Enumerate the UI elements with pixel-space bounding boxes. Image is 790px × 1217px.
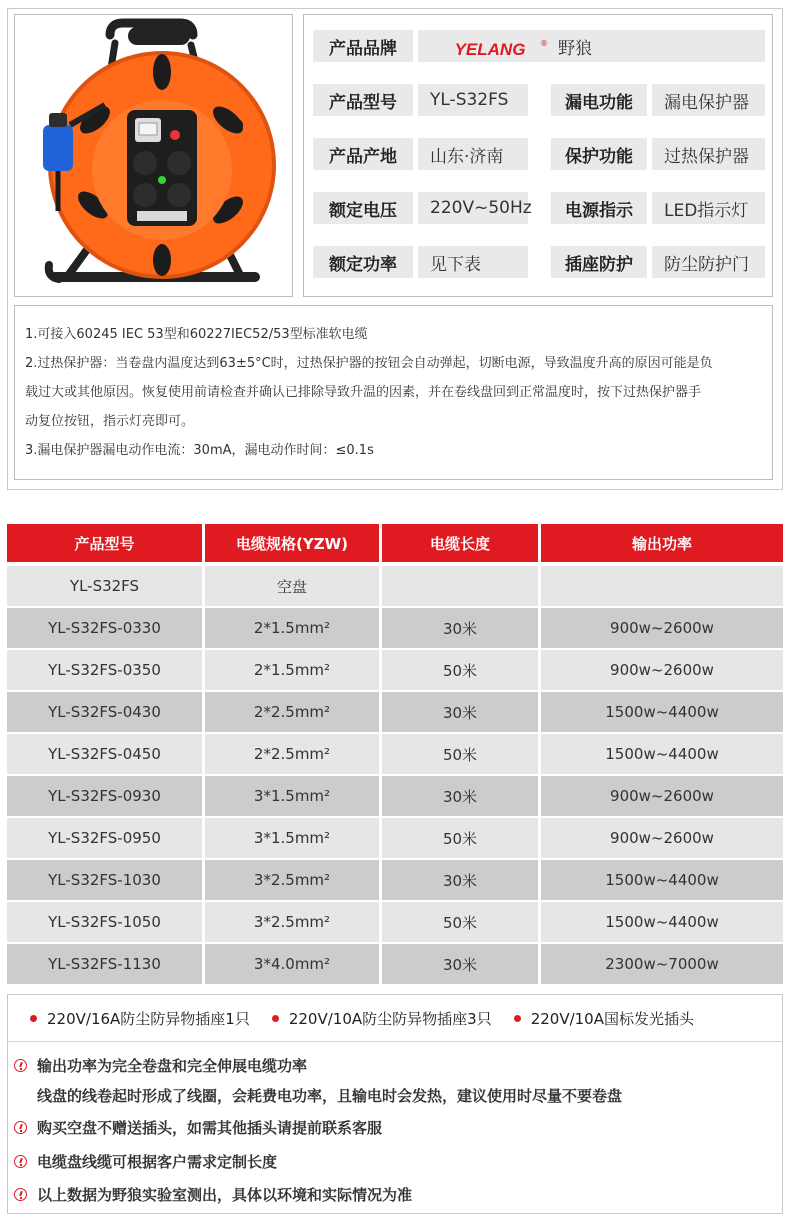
cell-cable-spec: 2*1.5mm² xyxy=(205,650,379,690)
cell-cable-spec: 3*1.5mm² xyxy=(205,776,379,816)
cell-output-power: 1500w~4400w xyxy=(541,902,783,942)
socket-value: 防尘防护门 xyxy=(652,246,765,278)
cable-reel-illustration xyxy=(15,15,294,298)
header-cable-spec: 电缆规格(YZW) xyxy=(205,524,379,562)
table-row xyxy=(7,566,783,606)
notice-item xyxy=(14,1117,382,1138)
table-row xyxy=(7,944,783,984)
cell-model: YL-S32FS-1050 xyxy=(7,902,202,942)
notice-text: 购买空盘不赠送插头，如需其他插头请提前联系客服 xyxy=(37,1119,383,1137)
accessory-text: 220V/16A防尘防异物插座1只 xyxy=(47,1010,250,1028)
yelang-logo xyxy=(440,38,548,60)
cell-cable-spec: 3*1.5mm² xyxy=(205,818,379,858)
cell-cable-spec: 空盘 xyxy=(205,566,379,606)
cell-output-power: 1500w~4400w xyxy=(541,860,783,900)
table-row xyxy=(7,734,783,774)
svg-text:YELANG: YELANG xyxy=(454,40,526,59)
note-line: 动复位按钮，指示灯亮即可。 xyxy=(25,414,195,429)
list-item xyxy=(514,1008,694,1029)
cell-cable-spec: 3*2.5mm² xyxy=(205,902,379,942)
cell-model: YL-S32FS-0430 xyxy=(7,692,202,732)
cell-cable-spec: 2*2.5mm² xyxy=(205,734,379,774)
leakage-value: 漏电保护器 xyxy=(652,84,765,116)
cell-model: YL-S32FS-0930 xyxy=(7,776,202,816)
header-output-power: 输出功率 xyxy=(541,524,783,562)
table-row xyxy=(7,692,783,732)
origin-label: 产品产地 xyxy=(313,138,413,170)
product-photo-box xyxy=(14,14,293,297)
accessory-text: 220V/10A国标发光插头 xyxy=(530,1010,694,1028)
indicator-label: 电源指示 xyxy=(551,192,647,224)
notice-item xyxy=(14,1151,277,1172)
cell-model: YL-S32FS-0450 xyxy=(7,734,202,774)
cell-cable-length: 50米 xyxy=(382,734,538,774)
protect-value: 过热保护器 xyxy=(652,138,765,170)
list-item xyxy=(272,1008,492,1029)
warning-icon xyxy=(14,1188,27,1201)
cell-cable-length: 30米 xyxy=(382,692,538,732)
table-row xyxy=(7,902,783,942)
header-model: 产品型号 xyxy=(7,524,202,562)
warning-icon xyxy=(14,1059,27,1072)
cell-output-power: 900w~2600w xyxy=(541,608,783,648)
notes-box xyxy=(14,305,773,480)
note-line: 2.过热保护器：当卷盘内温度达到63±5°C时，过热保护器的按钮会自动弹起，切断电源，导致温度升高的原因可能是负 xyxy=(25,356,713,371)
notice-text: 输出功率为完全卷盘和完全伸展电缆功率 xyxy=(37,1057,308,1075)
header-cable-length: 电缆长度 xyxy=(382,524,538,562)
power-label: 额定功率 xyxy=(313,246,413,278)
notice-item xyxy=(14,1184,412,1205)
divider xyxy=(7,1041,783,1042)
cell-cable-length: 30米 xyxy=(382,608,538,648)
accessory-list xyxy=(30,1008,716,1029)
cell-output-power: 900w~2600w xyxy=(541,650,783,690)
cell-output-power: 2300w~7000w xyxy=(541,944,783,984)
voltage-label: 额定电压 xyxy=(313,192,413,224)
accessory-text: 220V/10A防尘防异物插座3只 xyxy=(288,1010,492,1028)
cell-model: YL-S32FS-0950 xyxy=(7,818,202,858)
cell-cable-spec: 3*2.5mm² xyxy=(205,860,379,900)
svg-text:®: ® xyxy=(540,39,548,48)
model-label: 产品型号 xyxy=(313,84,413,116)
cell-model: YL-S32FS-1130 xyxy=(7,944,202,984)
cell-cable-spec: 2*2.5mm² xyxy=(205,692,379,732)
protect-label: 保护功能 xyxy=(551,138,647,170)
warning-icon xyxy=(14,1155,27,1168)
cell-model: YL-S32FS-1030 xyxy=(7,860,202,900)
cell-cable-length xyxy=(382,566,538,606)
model-value: YL-S32FS xyxy=(418,84,528,116)
cell-output-power: 900w~2600w xyxy=(541,818,783,858)
bullet-dot-icon xyxy=(272,1015,279,1022)
cell-output-power xyxy=(541,566,783,606)
warning-icon xyxy=(14,1121,27,1134)
note-line: 载过大或其他原因。恢复使用前请检查并确认已排除导致升温的因素，并在卷线盘回到正常温度时，按下过热保护器手 xyxy=(25,385,702,400)
voltage-value: 220V~50Hz xyxy=(418,192,528,224)
brand-label: 产品品牌 xyxy=(313,30,413,62)
table-row xyxy=(7,650,783,690)
cell-cable-spec: 2*1.5mm² xyxy=(205,608,379,648)
cell-cable-length: 30米 xyxy=(382,776,538,816)
table-row xyxy=(7,608,783,648)
cell-cable-length: 50米 xyxy=(382,902,538,942)
cell-output-power: 1500w~4400w xyxy=(541,692,783,732)
power-value: 见下表 xyxy=(418,246,528,278)
notice-text: 以上数据为野狼实验室测出，具体以环境和实际情况为准 xyxy=(37,1186,413,1204)
cell-model: YL-S32FS-0330 xyxy=(7,608,202,648)
cell-cable-length: 50米 xyxy=(382,818,538,858)
cell-cable-length: 30米 xyxy=(382,860,538,900)
note-line: 1.可接入60245 IEC 53型和60227IEC52/53型标准软电缆 xyxy=(25,327,368,342)
bullet-dot-icon xyxy=(514,1015,521,1022)
cell-output-power: 900w~2600w xyxy=(541,776,783,816)
indicator-value: LED指示灯 xyxy=(652,192,765,224)
bullet-dot-icon xyxy=(30,1015,37,1022)
cell-cable-spec: 3*4.0mm² xyxy=(205,944,379,984)
table-header-row xyxy=(7,524,783,564)
table-row xyxy=(7,776,783,816)
table-row xyxy=(7,860,783,900)
cell-model: YL-S32FS-0350 xyxy=(7,650,202,690)
cell-model: YL-S32FS xyxy=(7,566,202,606)
origin-value: 山东·济南 xyxy=(418,138,528,170)
list-item xyxy=(30,1008,250,1029)
leakage-label: 漏电功能 xyxy=(551,84,647,116)
table-row xyxy=(7,818,783,858)
socket-label: 插座防护 xyxy=(551,246,647,278)
brand-value: 野狼 xyxy=(418,30,765,62)
notice-text: 电缆盘线缆可根据客户需求定制长度 xyxy=(37,1153,278,1171)
note-line: 3.漏电保护器漏电动作电流：30mA，漏电动作时间：≤0.1s xyxy=(25,443,374,458)
notice-subtext: 线盘的线卷起时形成了线圈，会耗费电功率，且输电时会发热，建议使用时尽量不要卷盘 xyxy=(37,1087,623,1105)
cell-output-power: 1500w~4400w xyxy=(541,734,783,774)
cell-cable-length: 50米 xyxy=(382,650,538,690)
notice-item xyxy=(14,1055,307,1076)
cell-cable-length: 30米 xyxy=(382,944,538,984)
